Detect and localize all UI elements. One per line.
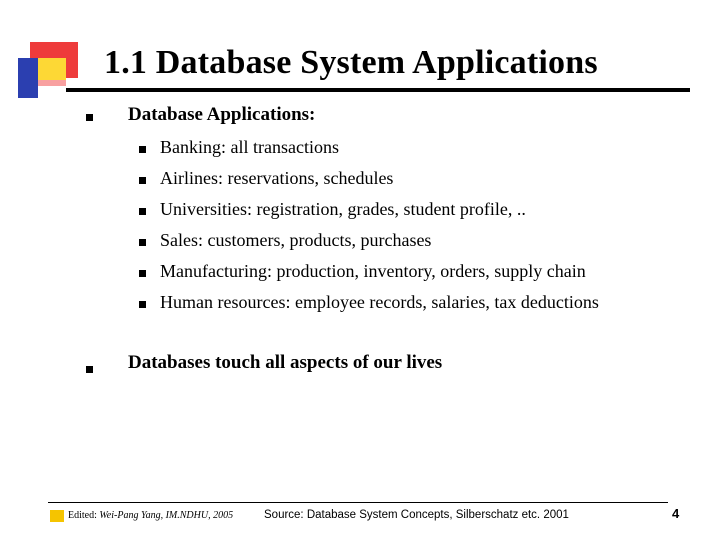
slide-title: 1.1 Database System Applications bbox=[104, 44, 598, 81]
bullet-icon bbox=[139, 208, 146, 215]
sub-bullet-human-resources: Human resources: employee records, salaries, tax deductions bbox=[160, 292, 599, 312]
title-underline bbox=[66, 88, 690, 92]
bullet-icon bbox=[86, 366, 93, 373]
footer-source: Source: Database System Concepts, Silberschatz etc. 2001 bbox=[264, 509, 569, 521]
decor-blue-square bbox=[18, 58, 38, 98]
footer-yellow-mark bbox=[50, 510, 64, 522]
bullet-icon bbox=[139, 301, 146, 308]
bullet-icon bbox=[139, 239, 146, 246]
decor-yellow-square bbox=[38, 58, 66, 80]
footer-edited bbox=[68, 510, 233, 521]
sub-bullet-manufacturing: Manufacturing: production, inventory, orders, supply chain bbox=[160, 261, 586, 281]
page-number: 4 bbox=[672, 506, 680, 521]
bullet-icon bbox=[86, 114, 93, 121]
bullet-databases-touch: Databases touch all aspects of our lives bbox=[128, 352, 443, 373]
decor-pink-strip bbox=[38, 80, 66, 86]
sub-bullet-airlines: Airlines: reservations, schedules bbox=[160, 168, 394, 188]
bullet-icon bbox=[139, 270, 146, 277]
bullet-icon bbox=[139, 177, 146, 184]
footer-edited-label: Edited: bbox=[68, 510, 97, 521]
sub-bullet-universities: Universities: registration, grades, student profile, .. bbox=[160, 199, 526, 219]
sub-bullet-banking: Banking: all transactions bbox=[160, 137, 339, 157]
footer-edited-by: Wei-Pang Yang, IM.NDHU, 2005 bbox=[99, 510, 234, 521]
sub-bullet-sales: Sales: customers, products, purchases bbox=[160, 230, 432, 250]
bullet-database-applications: Database Applications: bbox=[128, 104, 316, 125]
footer-divider bbox=[48, 502, 668, 503]
bullet-icon bbox=[139, 146, 146, 153]
